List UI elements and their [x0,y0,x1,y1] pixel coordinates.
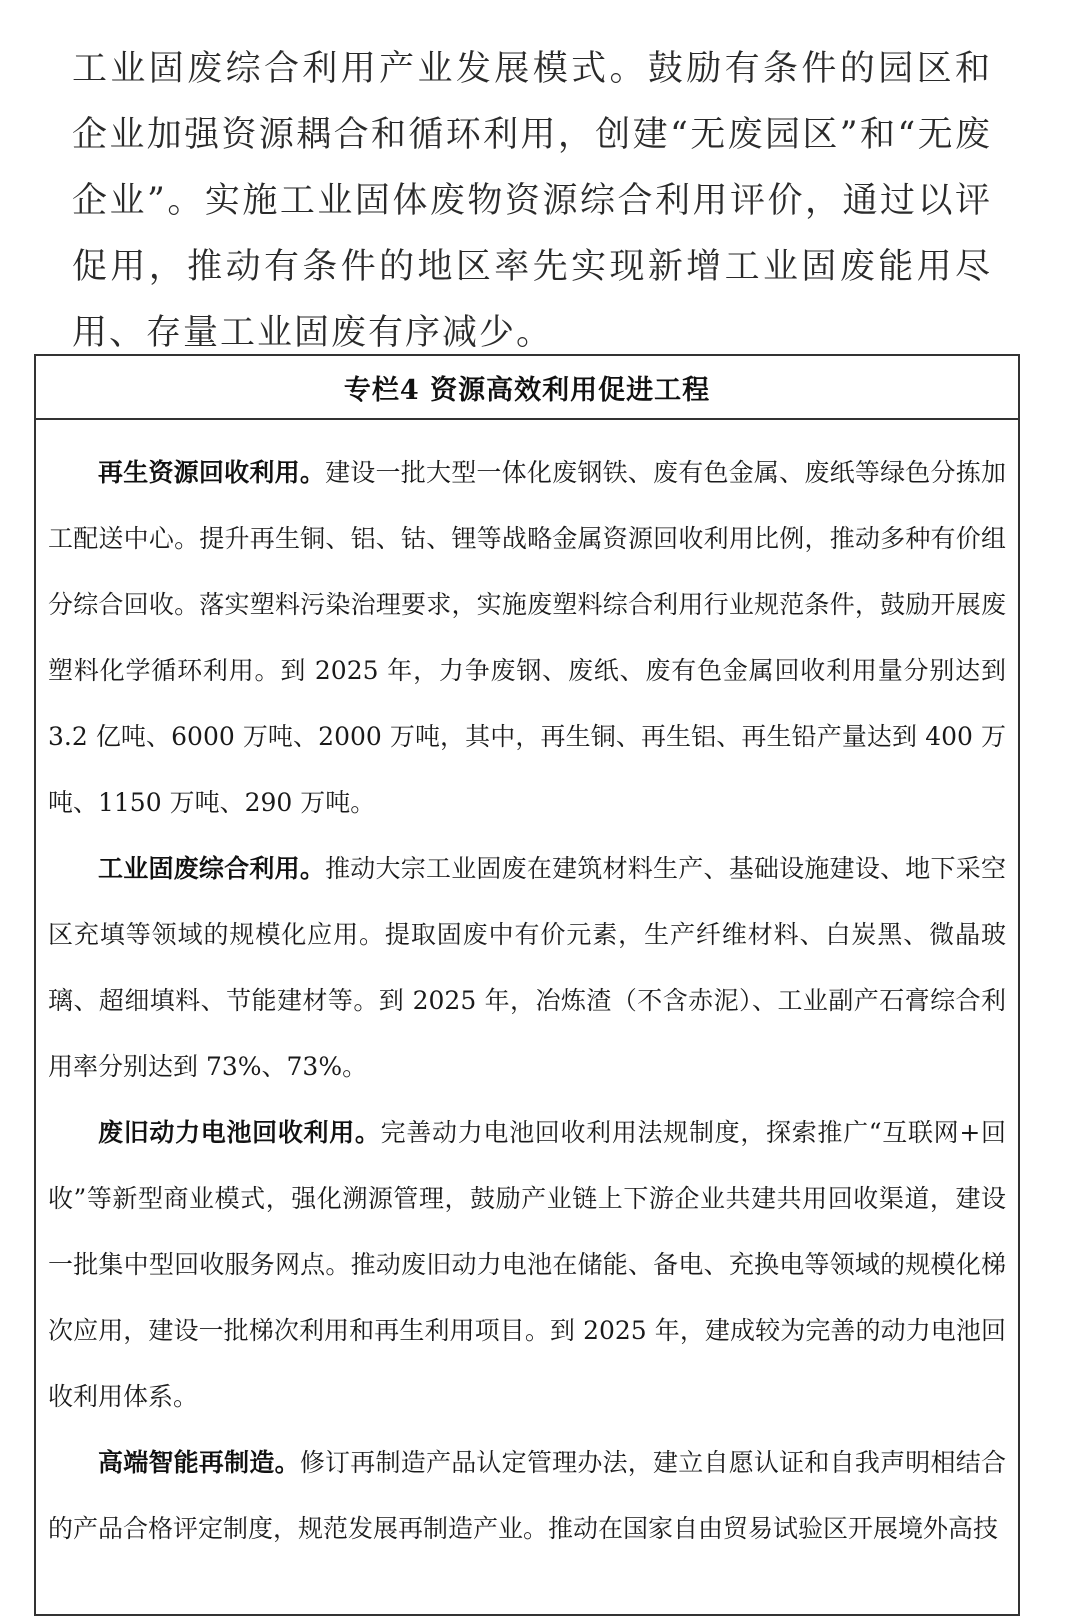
paragraph-lead: 废旧动力电池回收利用。 [98,1118,381,1147]
intro-paragraph: 工业固废综合利用产业发展模式。鼓励有条件的园区和企业加强资源耦合和循环利用，创建“无废园区”和“无废企业”。实施工业固体废物资源综合利用评价，通过以评促用，推动有条件的地区率先实现新增工业固废能用尽用、存量工业固废有序减少。 [72,49,992,353]
paragraph-industrial-solid-waste [48,836,1006,1100]
paragraph-remanufacturing [48,1430,1006,1562]
paragraph-lead: 再生资源回收利用。 [98,458,326,487]
paragraph-power-battery-recycling [48,1100,1006,1430]
column-box-title: 专栏4 资源高效利用促进工程 [36,356,1018,420]
column-box [34,354,1020,1616]
paragraph-lead: 工业固废综合利用。 [98,854,326,883]
paragraph-recycled-resources [48,440,1006,836]
paragraph-text: 推动大宗工业固废在建筑材料生产、基础设施建设、地下采空区充填等领域的规模化应用。提取固废中有价元素，生产纤维材料、白炭黑、微晶玻璃、超细填料、节能建材等。到 2025 年，冶炼渣（不含赤泥）、工业副产石膏综合利用率分别达到 73%、73%。 [48,854,1006,1081]
column-box-body [36,420,1018,1562]
paragraph-text: 修订再制造产品认定管理办法，建立自愿认证和自我声明相结合的产品合格评定制度，规范发展再制造产业。推动在国家自由贸易试验区开展境外高技 [48,1448,1006,1543]
paragraph-text: 完善动力电池回收利用法规制度，探索推广“互联网+回收”等新型商业模式，强化溯源管理，鼓励产业链上下游企业共建共用回收渠道，建设一批集中型回收服务网点。推动废旧动力电池在储能、备电、充换电等领域的规模化梯次应用，建设一批梯次利用和再生利用项目。到 2025 年，建成较为完善的动力电池回收利用体系。 [48,1118,1006,1411]
paragraph-text: 建设一批大型一体化废钢铁、废有色金属、废纸等绿色分拣加工配送中心。提升再生铜、铝、钴、锂等战略金属资源回收利用比例，推动多种有价组分综合回收。落实塑料污染治理要求，实施废塑料综合利用行业规范条件，鼓励开展废塑料化学循环利用。到 2025 年，力争废钢、废纸、废有色金属回收利用量分别达到 3.2 亿吨、6000 万吨、2000 万吨，其中，再生铜、再生铝、再生铅产量达到 400 万吨、1150 万吨、290 万吨。 [48,458,1006,817]
paragraph-lead: 高端智能再制造。 [98,1448,300,1477]
